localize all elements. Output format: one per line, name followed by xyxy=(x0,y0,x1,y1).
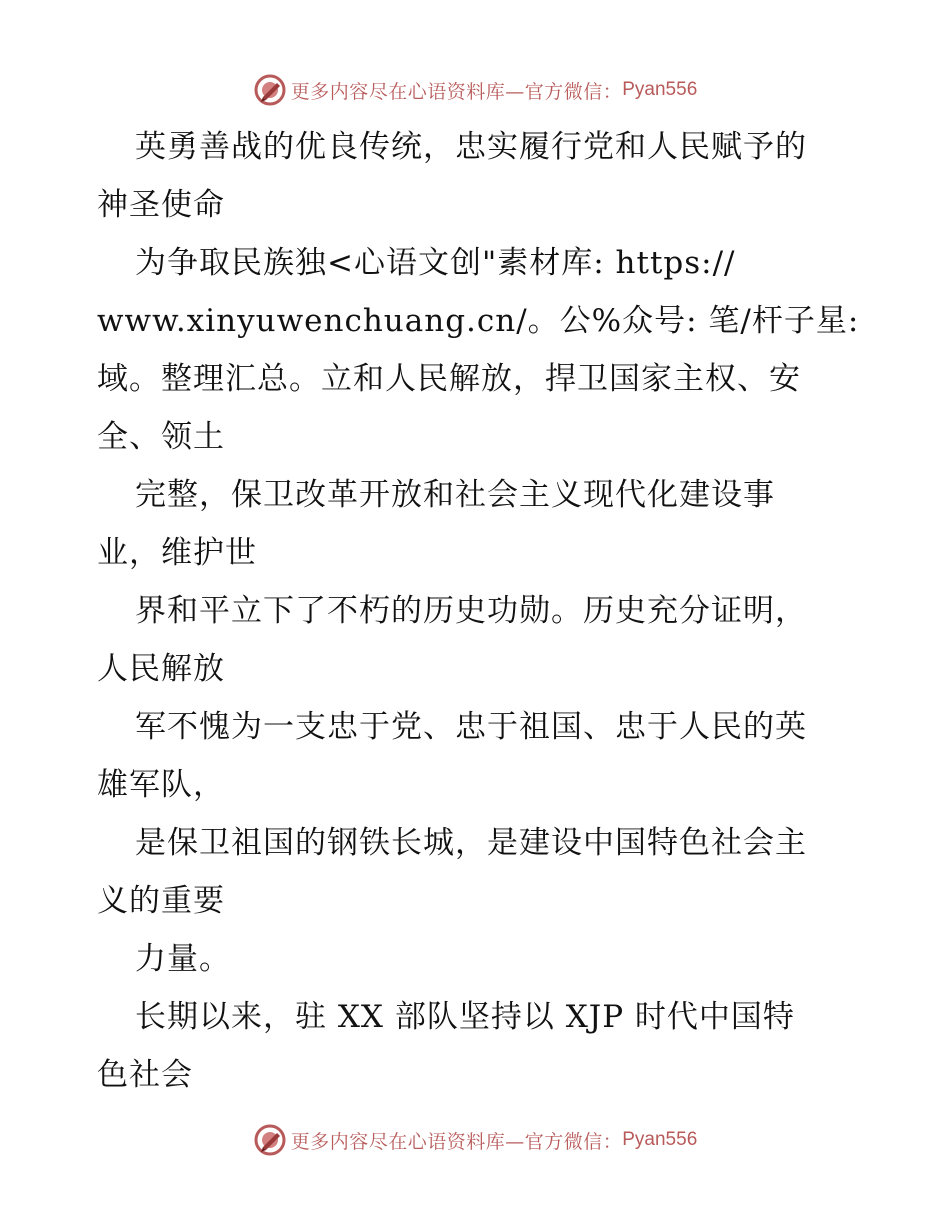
body-line: 义的重要 xyxy=(97,883,225,919)
body-line: 雄军队， xyxy=(97,767,225,803)
body-line: 完整，保卫改革开放和社会主义现代化建设事 xyxy=(135,477,775,513)
pen-logo-icon xyxy=(253,73,287,107)
body-line: 域。整理汇总。立和人民解放，捍卫国家主权、安 xyxy=(97,361,801,397)
document-body xyxy=(97,118,860,1104)
body-line: 为争取民族独<心语文创"素材库: https:// xyxy=(135,245,736,281)
watermark-id: Pyan556 xyxy=(622,1129,698,1150)
body-line: 长期以来，驻 XX 部队坚持以 XJP 时代中国特 xyxy=(135,999,795,1035)
pen-logo-icon xyxy=(253,1123,287,1157)
body-line: 英勇善战的优良传统，忠实履行党和人民赋予的 xyxy=(135,129,807,165)
watermark-id: Pyan556 xyxy=(622,79,698,100)
body-line: 界和平立下了不朽的历史功勋。历史充分证明， xyxy=(135,593,807,629)
body-line: 全、领土 xyxy=(97,419,225,455)
body-line: 业，维护世 xyxy=(97,535,257,571)
footer-watermark xyxy=(0,1120,950,1160)
body-line: 人民解放 xyxy=(97,651,225,687)
body-line: 神圣使命 xyxy=(97,187,225,223)
watermark-text: 更多内容尽在心语资料库—官方微信： xyxy=(290,80,623,103)
body-line: 是保卫祖国的钢铁长城，是建设中国特色社会主 xyxy=(135,825,807,861)
body-line: www.xinyuwenchuang.cn/。公%众号: 笔/杆子星: xyxy=(97,303,860,339)
body-line: 力量。 xyxy=(135,941,231,977)
body-line: 色社会 xyxy=(97,1057,193,1093)
header-watermark xyxy=(0,70,950,110)
watermark-text: 更多内容尽在心语资料库—官方微信： xyxy=(290,1130,623,1153)
body-line: 军不愧为一支忠于党、忠于祖国、忠于人民的英 xyxy=(135,709,807,745)
